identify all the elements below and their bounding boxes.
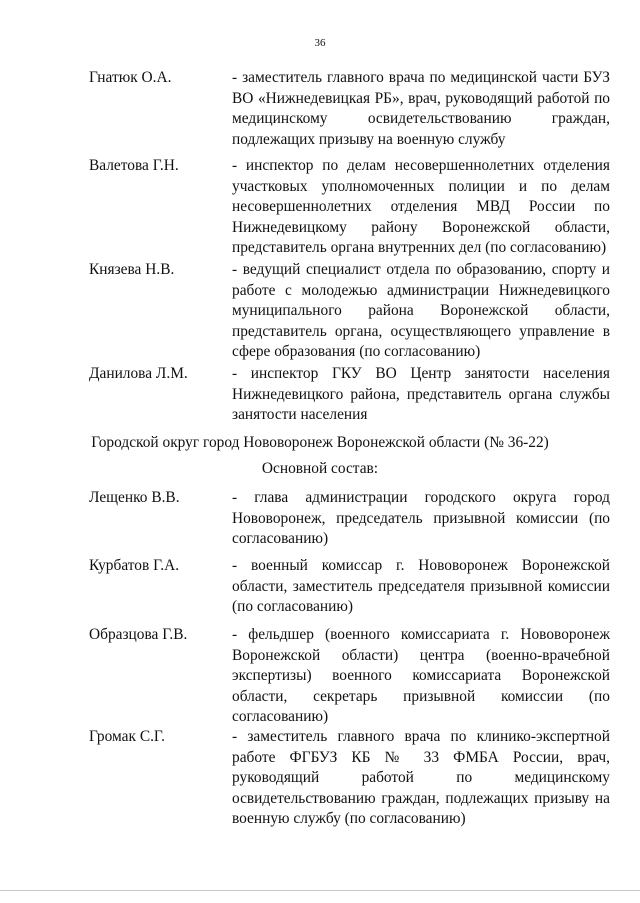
member-name-leshchenko: Лещенко В.В.	[89, 489, 180, 506]
member-name-kurbatov: Курбатов Г.А.	[89, 557, 180, 574]
member-name-gnatyuk: Гнатюк О.А.	[89, 69, 172, 86]
district-heading: Городской округ город Нововоронеж Воронежской области (№ 36-22)	[91, 434, 549, 451]
member-name-knyazeva: Князева Н.В.	[89, 261, 175, 278]
page-bottom-edge	[0, 890, 640, 891]
composition-heading: Основной состав:	[261, 460, 379, 477]
member-role-gromak: - заместитель главного врача по клинико-экспертной работе ФГБУЗ КБ № 33 ФМБА России, врач, руководящий работой по медицинскому освидетельствованию граждан, подлежащих призыву на военную службу (по согласованию)	[232, 728, 610, 827]
member-role-kurbatov: - военный комиссар г. Нововоронеж Воронежской области, заместитель председателя призывной комиссии (по согласованию)	[232, 557, 610, 615]
page-number: 36	[314, 37, 326, 49]
member-role-knyazeva: - ведущий специалист отдела по образованию, спорту и работе с молодежью администрации Нижнедевицкого муниципального района Воронежской области, представитель органа, осуществляющего управление в сфере образования (по согласованию)	[232, 261, 610, 360]
member-role-danilova: - инспектор ГКУ ВО Центр занятости населения Нижнедевицкого района, представитель органа службы занятости населения	[232, 365, 610, 423]
member-role-valetova: - инспектор по делам несовершеннолетних отделения участковых уполномоченных полиции и по делам несовершеннолетних отделения МВД России по Нижнедевицкому району Воронежской области, представитель органа внутренних дел (по согласованию)	[232, 157, 610, 256]
member-name-obraztsova: Образцова Г.В.	[89, 626, 188, 643]
member-role-leshchenko: - глава администрации городского округа город Нововоронеж, председатель призывной комиссии (по согласованию)	[232, 489, 610, 547]
member-role-gnatyuk: - заместитель главного врача по медицинской части БУЗ ВО «Нижнедевицкая РБ», врач, руководящий работой по медицинскому освидетельствованию граждан, подлежащих призыву на военную службу	[232, 69, 610, 148]
member-name-gromak: Громак С.Г.	[89, 728, 165, 745]
member-role-obraztsova: - фельдшер (военного комиссариата г. Нововоронеж Воронежской области) центра (военно-врачебной экспертизы) военного комиссариата Воронежской области, секретарь призывной комиссии (по согласованию)	[232, 626, 610, 725]
member-name-danilova: Данилова Л.М.	[89, 365, 188, 382]
member-name-valetova: Валетова Г.Н.	[89, 157, 179, 174]
